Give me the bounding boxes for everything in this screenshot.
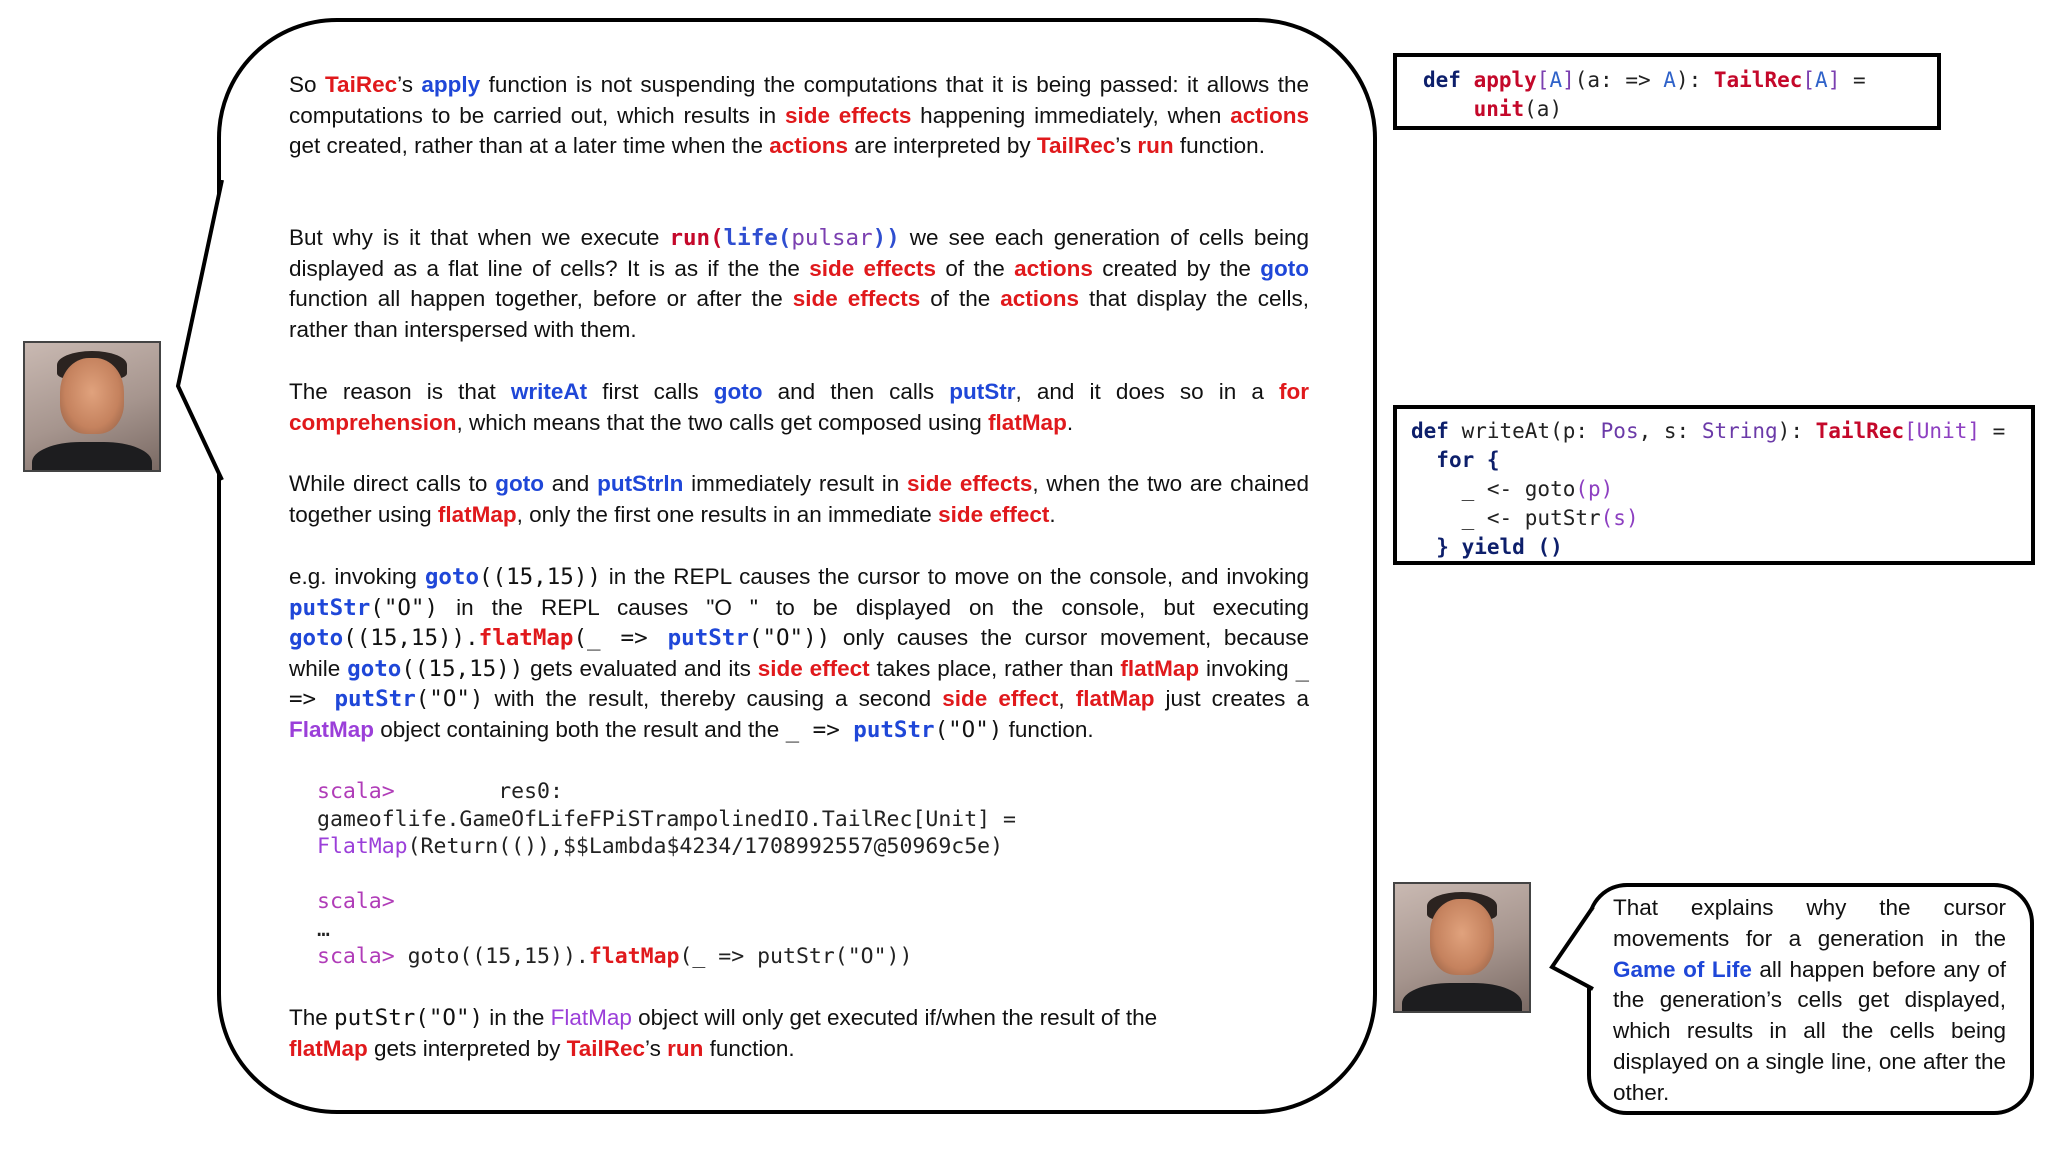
explanation-paragraph-2: But why is it that when we execute run(life(pulsar)) we see each generation of cells being displayed as a flat line of cells? It is as if the the side effects of the actions created by the goto function all happen together, before or after the side effects of the actions that display the cells, rather than interspersed with them. [289,225,1309,342]
repl-transcript: scala> res0: gameoflife.GameOfLifeFPiSTrampolinedIO.TailRec[Unit] = FlatMap(Return(()),$$Lambda$4234/1708992557@50969c5e) scala> … scala> goto((15,15)).flatMap(_ => putStr("O")) [317,779,1016,969]
explanation-paragraph-4: While direct calls to goto and putStrln immediately result in side effects, when the two are chained together using flatMap, only the first one results in an immediate side effect. [289,471,1309,527]
code-box-writeat: def writeAt(p: Pos, s: String): TailRec[Unit] = for { _ <- goto(p) _ <- putStr(s) } yield () [1393,405,2035,565]
repl-prompt: scala> [317,779,395,804]
speaker-avatar-side [1393,882,1531,1013]
code-box-apply: def apply[A](a: => A): TailRec[A] = unit(a) [1393,53,1941,130]
speaker-avatar-main [23,341,161,472]
side-note-text: That explains why the cursor movements for a generation in the Game of Life all happen before any of the generation’s cells get displayed, which results in all the cells being displayed on a single line, one after the other. [1613,895,2006,1105]
explanation-paragraph-1: So TaiRec’s apply function is not suspending the computations that it is being passed: it allows the computations to be carried out, which results in side effects happening immediately, when actions get created, rather than at a later time when the actions are interpreted by TailRec’s run function. [289,72,1309,158]
speech-bubble-tail [170,180,230,510]
explanation-paragraph-3: The reason is that writeAt first calls goto and then calls putStr, and it does so in a for comprehension, which means that the two calls get composed using flatMap. [289,379,1309,435]
explanation-paragraph-6: The putStr("O") in the FlatMap object will only get executed if/when the result of the flatMap gets interpreted by TailRec’s run function. [289,1005,1158,1061]
explanation-paragraph-5: e.g. invoking goto((15,15)) in the REPL causes the cursor to move on the console, and invoking putStr("O") in the REPL causes "O " to be displayed on the console, but executing goto((15,15)).flatMap(_ => putStr("O")) only causes the cursor movement, because while goto((15,15)) gets evaluated and its side effect takes place, rather than flatMap invoking _ => putStr("O") with the result, thereby causing a second side effect, flatMap just creates a FlatMap object containing both the result and the _ => putStr("O") function. [289,564,1310,743]
side-bubble-tail [1548,905,1596,995]
